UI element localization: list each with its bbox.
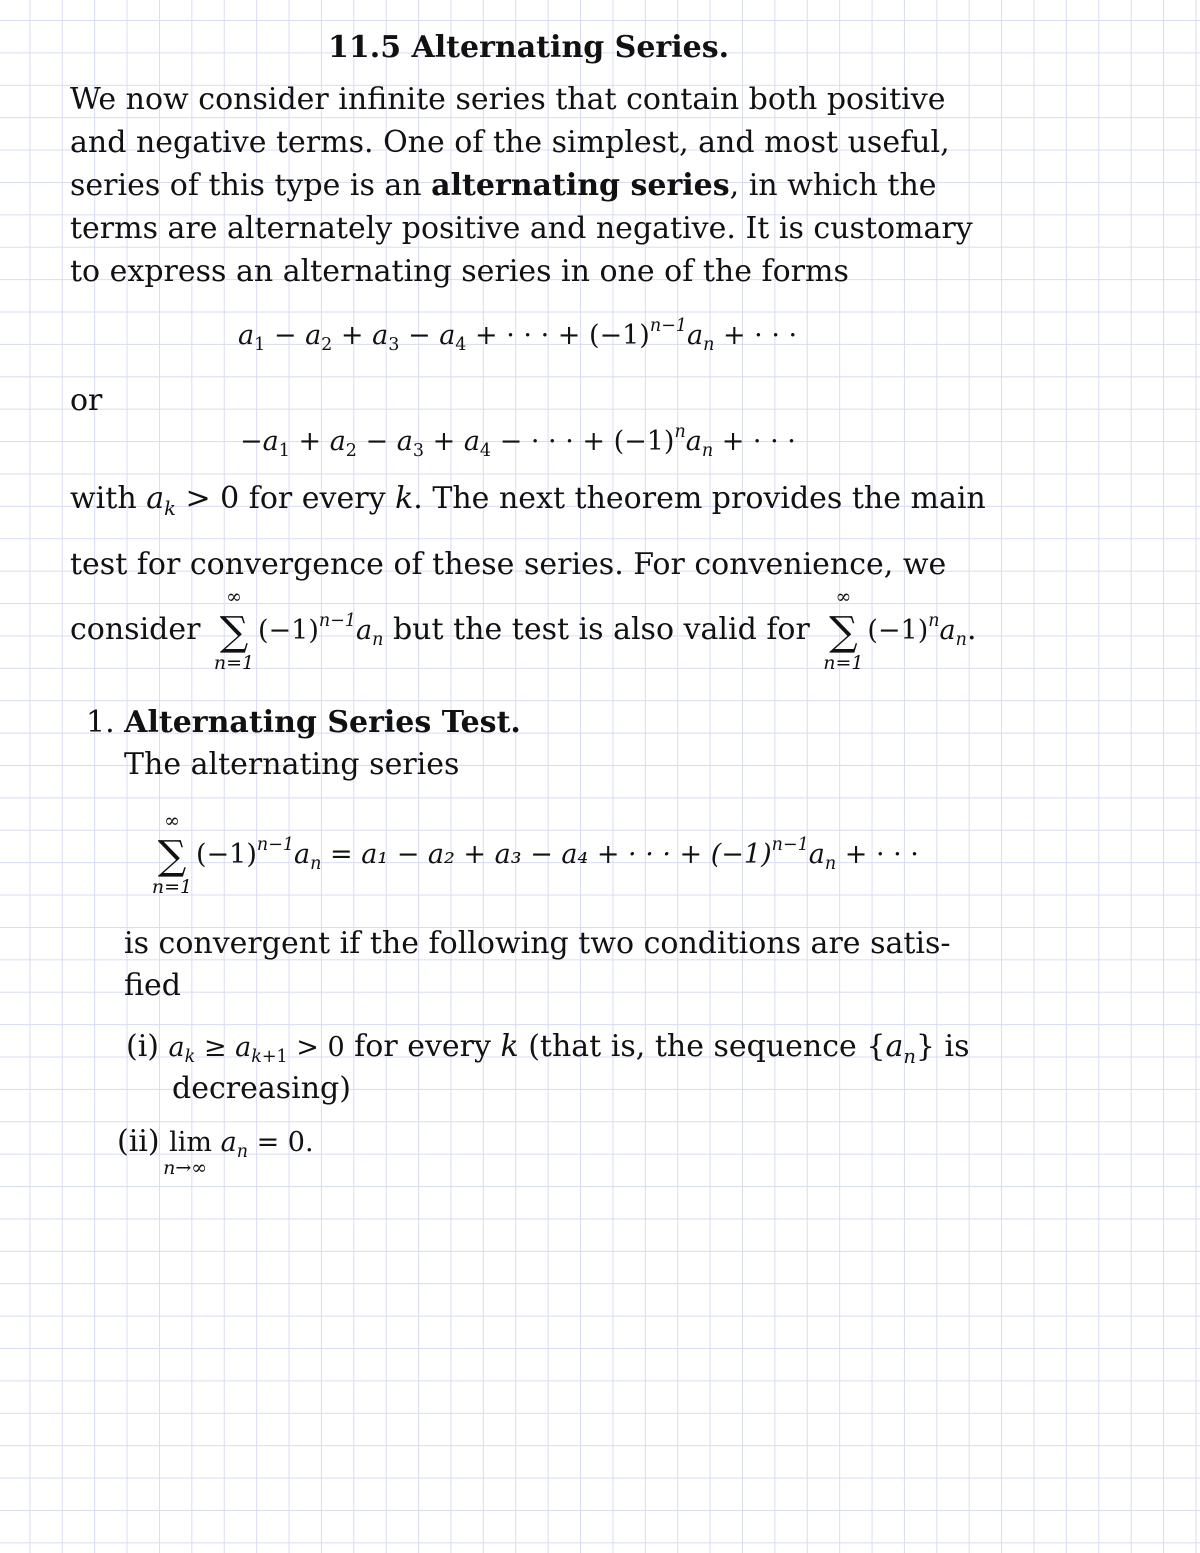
display-formula-2: $-a_1 + a_2 - a_3 + a_4$ − · · · + $(-1)^na_n$ + · · ·	[240, 421, 796, 462]
theorem-heading: 1. Alternating Series Test.	[86, 705, 521, 740]
or-word: or	[70, 383, 103, 418]
theorem-subtitle: The alternating series	[124, 747, 460, 782]
paragraph-line: terms are alternately positive and negative. It is customary	[70, 211, 973, 246]
condition-ii: (ii) lim n→∞ $a_n = 0$.	[117, 1124, 314, 1179]
paragraph-line: consider ∞ ∑ n=1 $(-1)^{n-1}a_n$ but the test is also valid for ∞ ∑ n=1 $(-1)^na_n$.	[70, 586, 977, 674]
summation-sign: ∞ ∑ n=1	[213, 586, 255, 674]
paragraph-line: and negative terms. One of the simplest, and most useful,	[70, 125, 950, 160]
paragraph-line: with $a_k > 0$ for every k. The next theorem provides the main	[70, 481, 986, 520]
summation-sign: ∞ ∑ n=1	[151, 810, 193, 898]
summation-sign: ∞ ∑ n=1	[823, 586, 864, 674]
section-title: 11.5 Alternating Series.	[328, 30, 730, 65]
bold-term: alternating series	[431, 168, 730, 203]
paragraph-line: is convergent if the following two conditions are satis-	[124, 926, 951, 961]
paragraph-line: test for convergence of these series. For convenience, we	[70, 547, 947, 582]
condition-i-continued: decreasing)	[172, 1071, 351, 1106]
condition-i: (i) $a_k \ge a_{k+1} > 0$ for every k (that is, the sequence $\{a_n\}$ is	[126, 1029, 970, 1068]
theorem-formula: ∞ ∑ n=1 $(-1)^{n-1}a_n = a_1 - a_2 + a_3 - a_4$ + · · · + $(-1)^{n-1}a_n$ + · · ·	[148, 836, 919, 876]
display-formula-1: $a_1 - a_2 + a_3 - a_4$ + · · · + $(-1)^{n-1}a_n$ + · · ·	[238, 315, 798, 356]
paragraph-line: fied	[124, 968, 181, 1003]
paragraph-line: series of this type is an alternating series, in which the	[70, 168, 937, 203]
paragraph-line: to express an alternating series in one of the forms	[70, 254, 849, 289]
paragraph-line: We now consider infinite series that contain both positive	[70, 82, 946, 117]
limit-operator: lim n→∞	[163, 1127, 213, 1179]
